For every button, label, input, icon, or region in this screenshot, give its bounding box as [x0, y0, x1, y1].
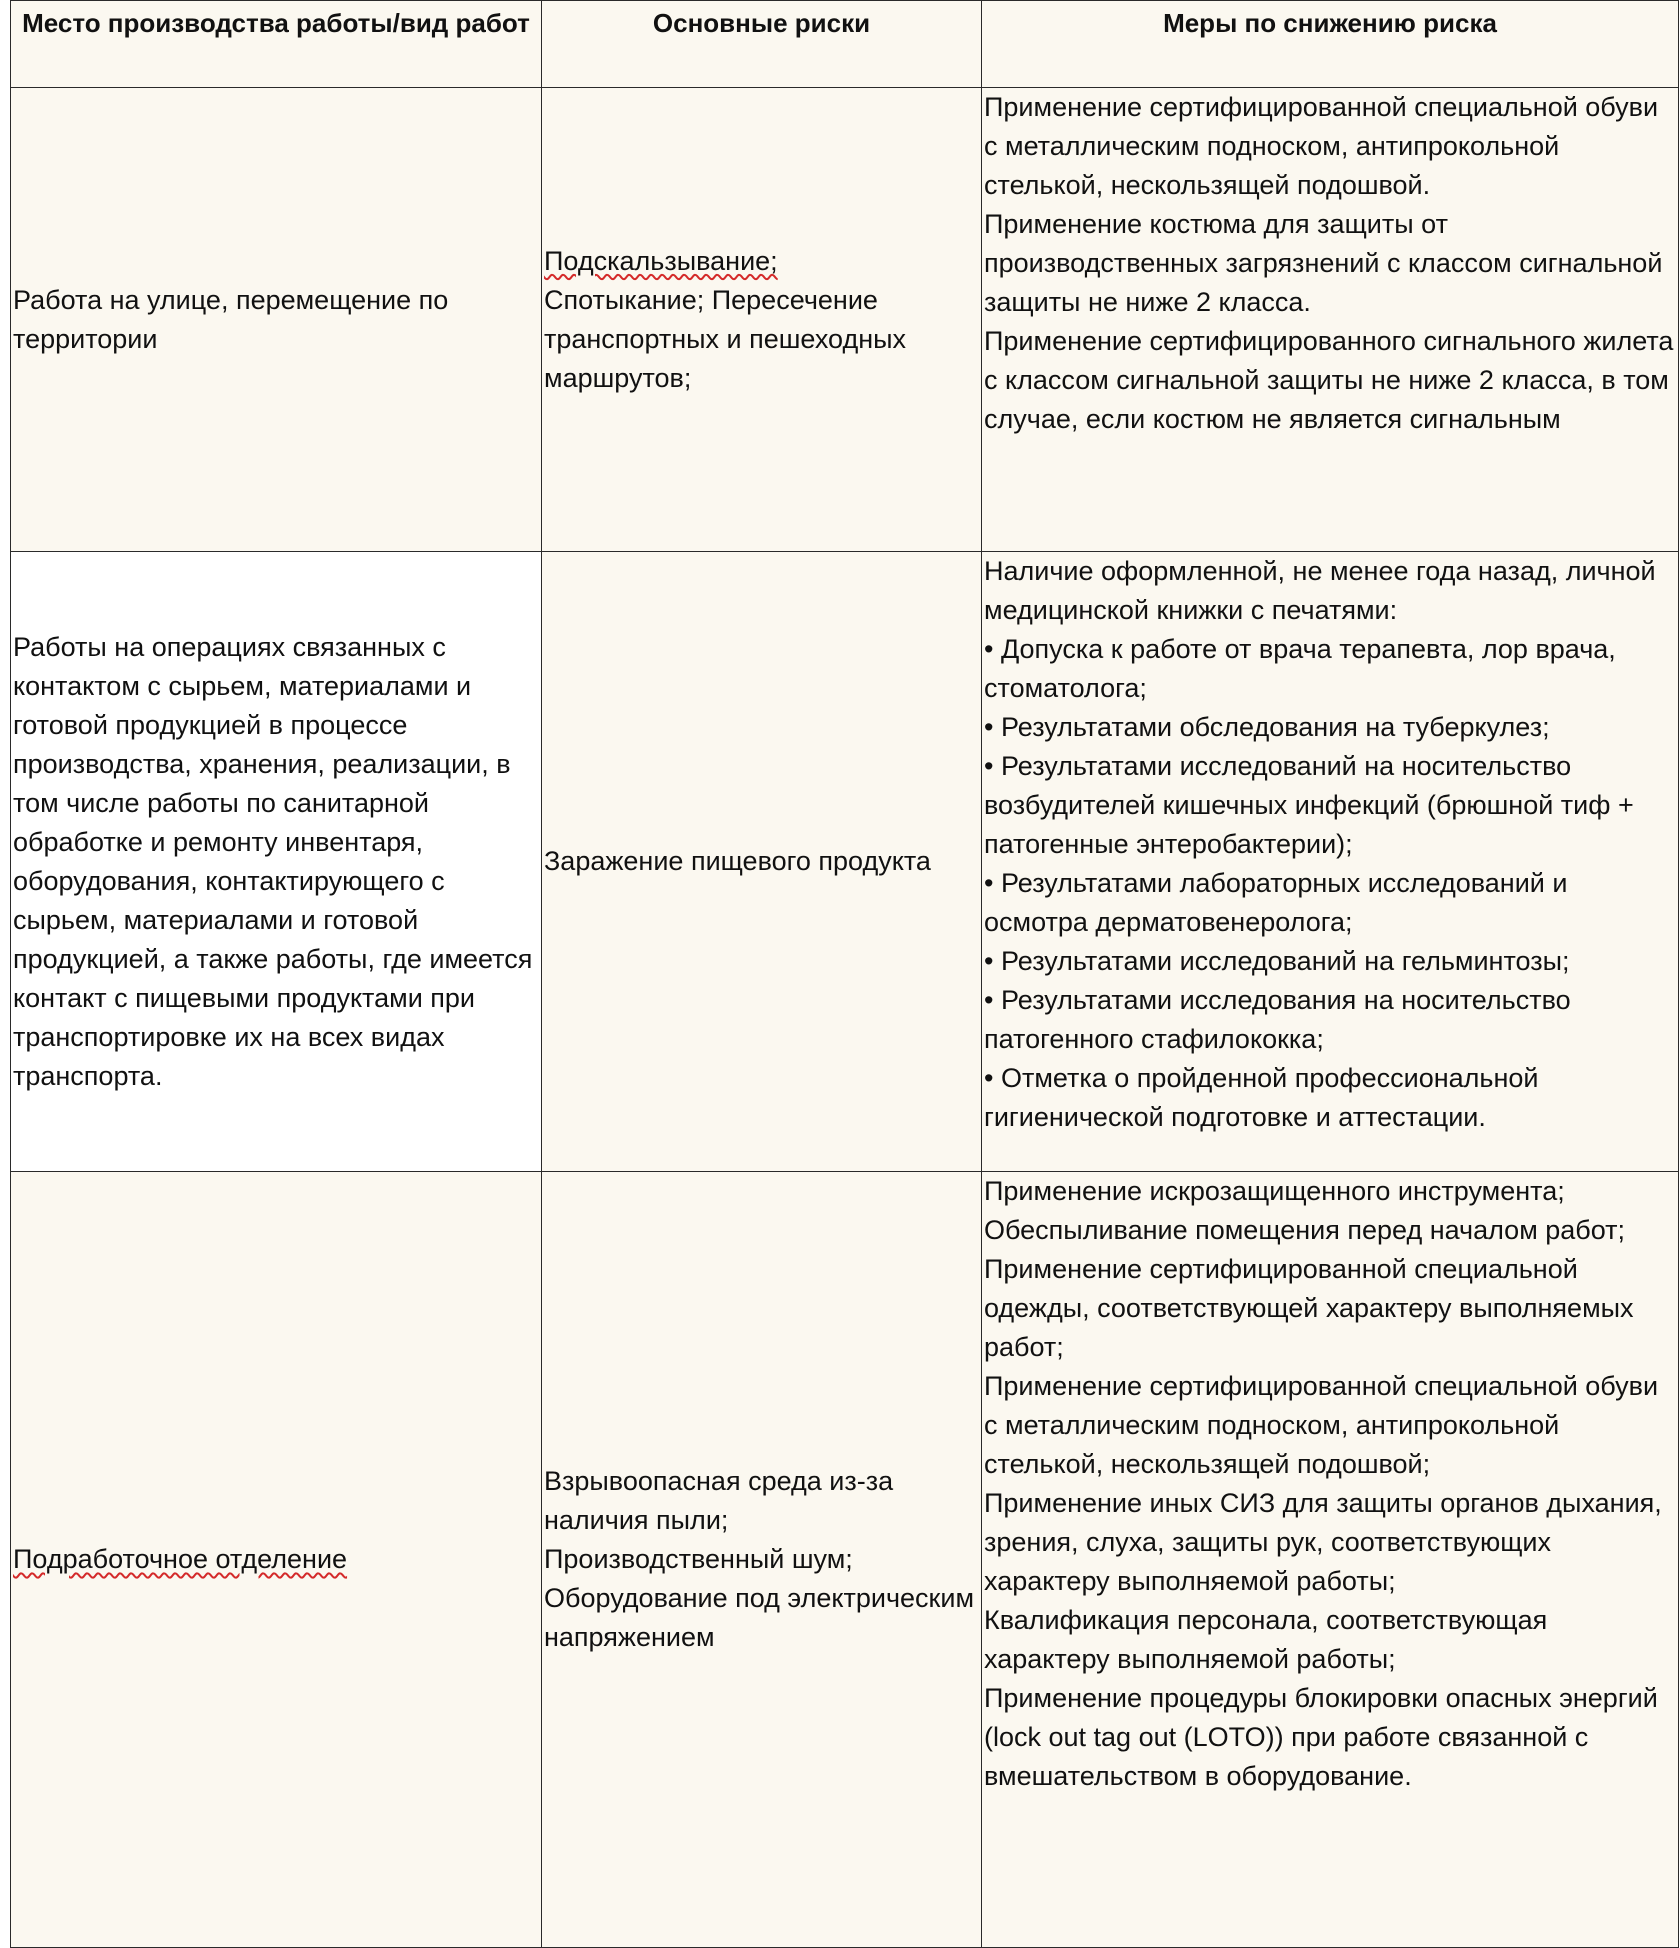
- measure-item: • Отметка о пройденной профессиональной гигиенической подготовке и аттестации.: [984, 1063, 1539, 1132]
- risk-item: Взрывоопасная среда из-за наличия пыли;: [544, 1466, 894, 1535]
- risks-cell: [542, 552, 982, 1172]
- header-place: Место производства работы/вид работ: [11, 1, 542, 88]
- measure-item: Применение иных СИЗ для защиты органов дыхания, зрения, слуха, защиты рук, соответствующих характеру выполняемой работы;: [984, 1488, 1662, 1596]
- measure-item: Применение сертифицированной специальной обуви с металлическим подноском, антипрокольной стелькой, нескользящей подошвой.: [984, 92, 1659, 200]
- table-row: [11, 1172, 1679, 1948]
- measure-item: • Допуска к работе от врача терапевта, лор врача, стоматолога;: [984, 634, 1616, 703]
- place-cell: [11, 88, 542, 552]
- measure-item: Обеспыливание помещения перед началом работ;: [984, 1215, 1626, 1245]
- place-cell: [11, 552, 542, 1172]
- risk-table: [10, 0, 1679, 1948]
- risk-item: Спотыкание; Пересечение транспортных и пешеходных маршрутов;: [544, 284, 907, 393]
- risk-item: Заражение пищевого продукта: [544, 846, 931, 876]
- risks-cell: [542, 88, 982, 552]
- header-risks: Основные риски: [542, 1, 982, 88]
- measure-item: Применение костюма для защиты от производственных загрязнений с классом сигнальной защиты не ниже 2 класса.: [984, 209, 1663, 317]
- risk-item: Производственный шум;: [544, 1544, 853, 1574]
- measure-item: Применение сертифицированной специальной обуви с металлическим подноском, антипрокольной стелькой, нескользящей подошвой;: [984, 1371, 1659, 1479]
- measure-item: • Результатами исследований на носительство возбудителей кишечных инфекций (брюшной тиф + патогенные энтеробактерии);: [984, 751, 1634, 859]
- measures-cell: [982, 88, 1679, 552]
- place-text: Работы на операциях связанных с контактом с сырьем, материалами и готовой продукцией в процессе производства, хранения, реализации, в том числе работы по санитарной обработке и ремонту инвентаря, оборудования, контактирующего с сырьем, материалами и готовой продукцией, а также работы, где имеется контакт с пищевыми продуктами при транспортировке их на всех видах транспорта.: [13, 631, 533, 1091]
- measure-item: Квалификация персонала, соответствующая характеру выполняемой работы;: [984, 1605, 1548, 1674]
- measure-item: • Результатами исследования на носительство патогенного стафилококка;: [984, 985, 1571, 1054]
- measure-item: • Результатами лабораторных исследований и осмотра дерматовенеролога;: [984, 868, 1568, 937]
- place-cell: [11, 1172, 542, 1948]
- risks-cell: [542, 1172, 982, 1948]
- risk-item: Оборудование под электрическим напряжением: [544, 1583, 975, 1652]
- place-text: Подработочное отделение: [13, 1544, 348, 1574]
- table-row: [11, 552, 1679, 1172]
- measure-item: Применение сертифицированного сигнального жилета с классом сигнальной защиты не ниже 2 класса, в том случае, если костюм не является сигнальным: [984, 326, 1674, 434]
- measure-item: Применение искрозащищенного инструмента;: [984, 1176, 1565, 1206]
- header-row: [11, 1, 1679, 88]
- header-measures: Меры по снижению риска: [982, 1, 1679, 88]
- measures-cell: [982, 552, 1679, 1172]
- risk-item: Подскальзывание;: [544, 245, 778, 276]
- measure-item: Применение процедуры блокировки опасных энергий (lock out tag out (LOTO)) при работе связанной с вмешательством в оборудование.: [984, 1683, 1658, 1791]
- measures-cell: [982, 1172, 1679, 1948]
- table-row: [11, 88, 1679, 552]
- measure-item: Наличие оформленной, не менее года назад, личной медицинской книжки с печатями:: [984, 556, 1656, 625]
- place-text: Работа на улице, перемещение по территории: [13, 284, 449, 354]
- measure-item: • Результатами исследований на гельминтозы;: [984, 946, 1570, 976]
- measure-item: • Результатами обследования на туберкулез;: [984, 712, 1550, 742]
- measure-item: Применение сертифицированной специальной одежды, соответствующей характеру выполняемых работ;: [984, 1254, 1634, 1362]
